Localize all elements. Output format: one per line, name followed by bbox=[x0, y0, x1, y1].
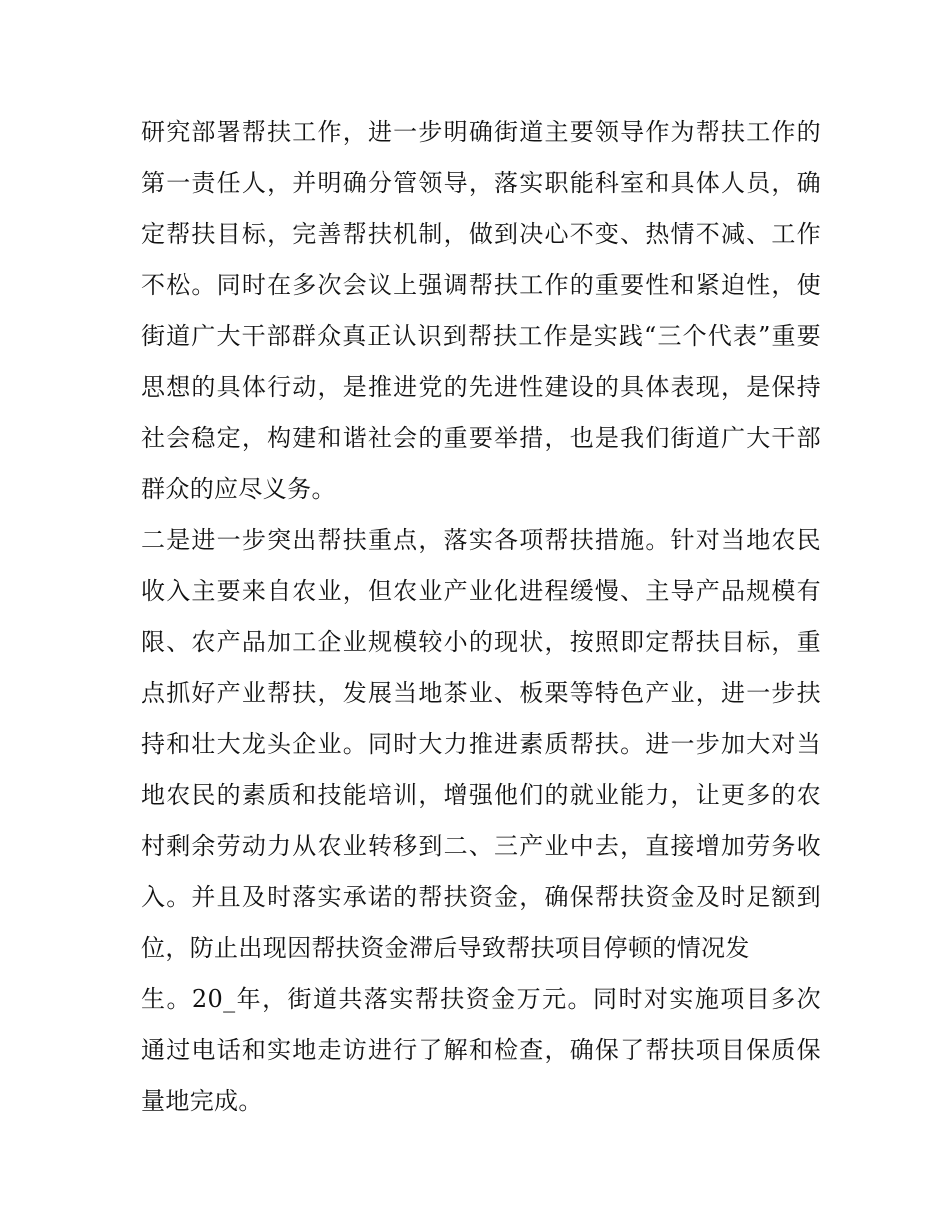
text-line: 不松。同时在多次会议上强调帮扶工作的重要性和紧迫性，使 bbox=[141, 271, 821, 299]
text-line: 街道广大干部群众真正认识到帮扶工作是实践“三个代表”重要 bbox=[141, 322, 821, 350]
text-line: 社会稳定，构建和谐社会的重要举措，也是我们街道广大干部 bbox=[141, 424, 821, 452]
text-line: 位，防止出现因帮扶资金滞后导致帮扶项目停顿的情况发 bbox=[141, 934, 750, 962]
text-line: 村剩余劳动力从农业转移到二、三产业中去，直接增加劳务收 bbox=[141, 832, 821, 860]
text-line: 通过电话和实地走访进行了解和检查，确保了帮扶项目保质保 bbox=[141, 1036, 821, 1064]
text-line: 地农民的素质和技能培训，增强他们的就业能力，让更多的农 bbox=[141, 781, 821, 809]
text-line: 持和壮大龙头企业。同时大力推进素质帮扶。进一步加大对当 bbox=[141, 730, 821, 758]
text-line: 群众的应尽义务。 bbox=[141, 475, 336, 503]
text-line: 收入主要来自农业，但农业产业化进程缓慢、主导产品规模有 bbox=[141, 577, 821, 605]
text-line: 限、农产品加工企业规模较小的现状，按照即定帮扶目标，重 bbox=[141, 628, 821, 656]
text-line: 研究部署帮扶工作，进一步明确街道主要领导作为帮扶工作的 bbox=[141, 118, 821, 146]
body-text bbox=[141, 107, 821, 1127]
text-line: 入。并且及时落实承诺的帮扶资金，确保帮扶资金及时足额到 bbox=[141, 883, 821, 911]
text-line: 定帮扶目标，完善帮扶机制，做到决心不变、热情不减、工作 bbox=[141, 220, 821, 248]
text-line: 生。20_年，街道共落实帮扶资金万元。同时对实施项目多次 bbox=[141, 985, 821, 1013]
text-line: 二是进一步突出帮扶重点，落实各项帮扶措施。针对当地农民 bbox=[141, 526, 821, 554]
text-line: 量地完成。 bbox=[141, 1087, 263, 1115]
text-line: 第一责任人，并明确分管领导，落实职能科室和具体人员，确 bbox=[141, 169, 821, 197]
text-line: 点抓好产业帮扶，发展当地茶业、板栗等特色产业，进一步扶 bbox=[141, 679, 821, 707]
text-line: 思想的具体行动，是推进党的先进性建设的具体表现，是保持 bbox=[141, 373, 821, 401]
